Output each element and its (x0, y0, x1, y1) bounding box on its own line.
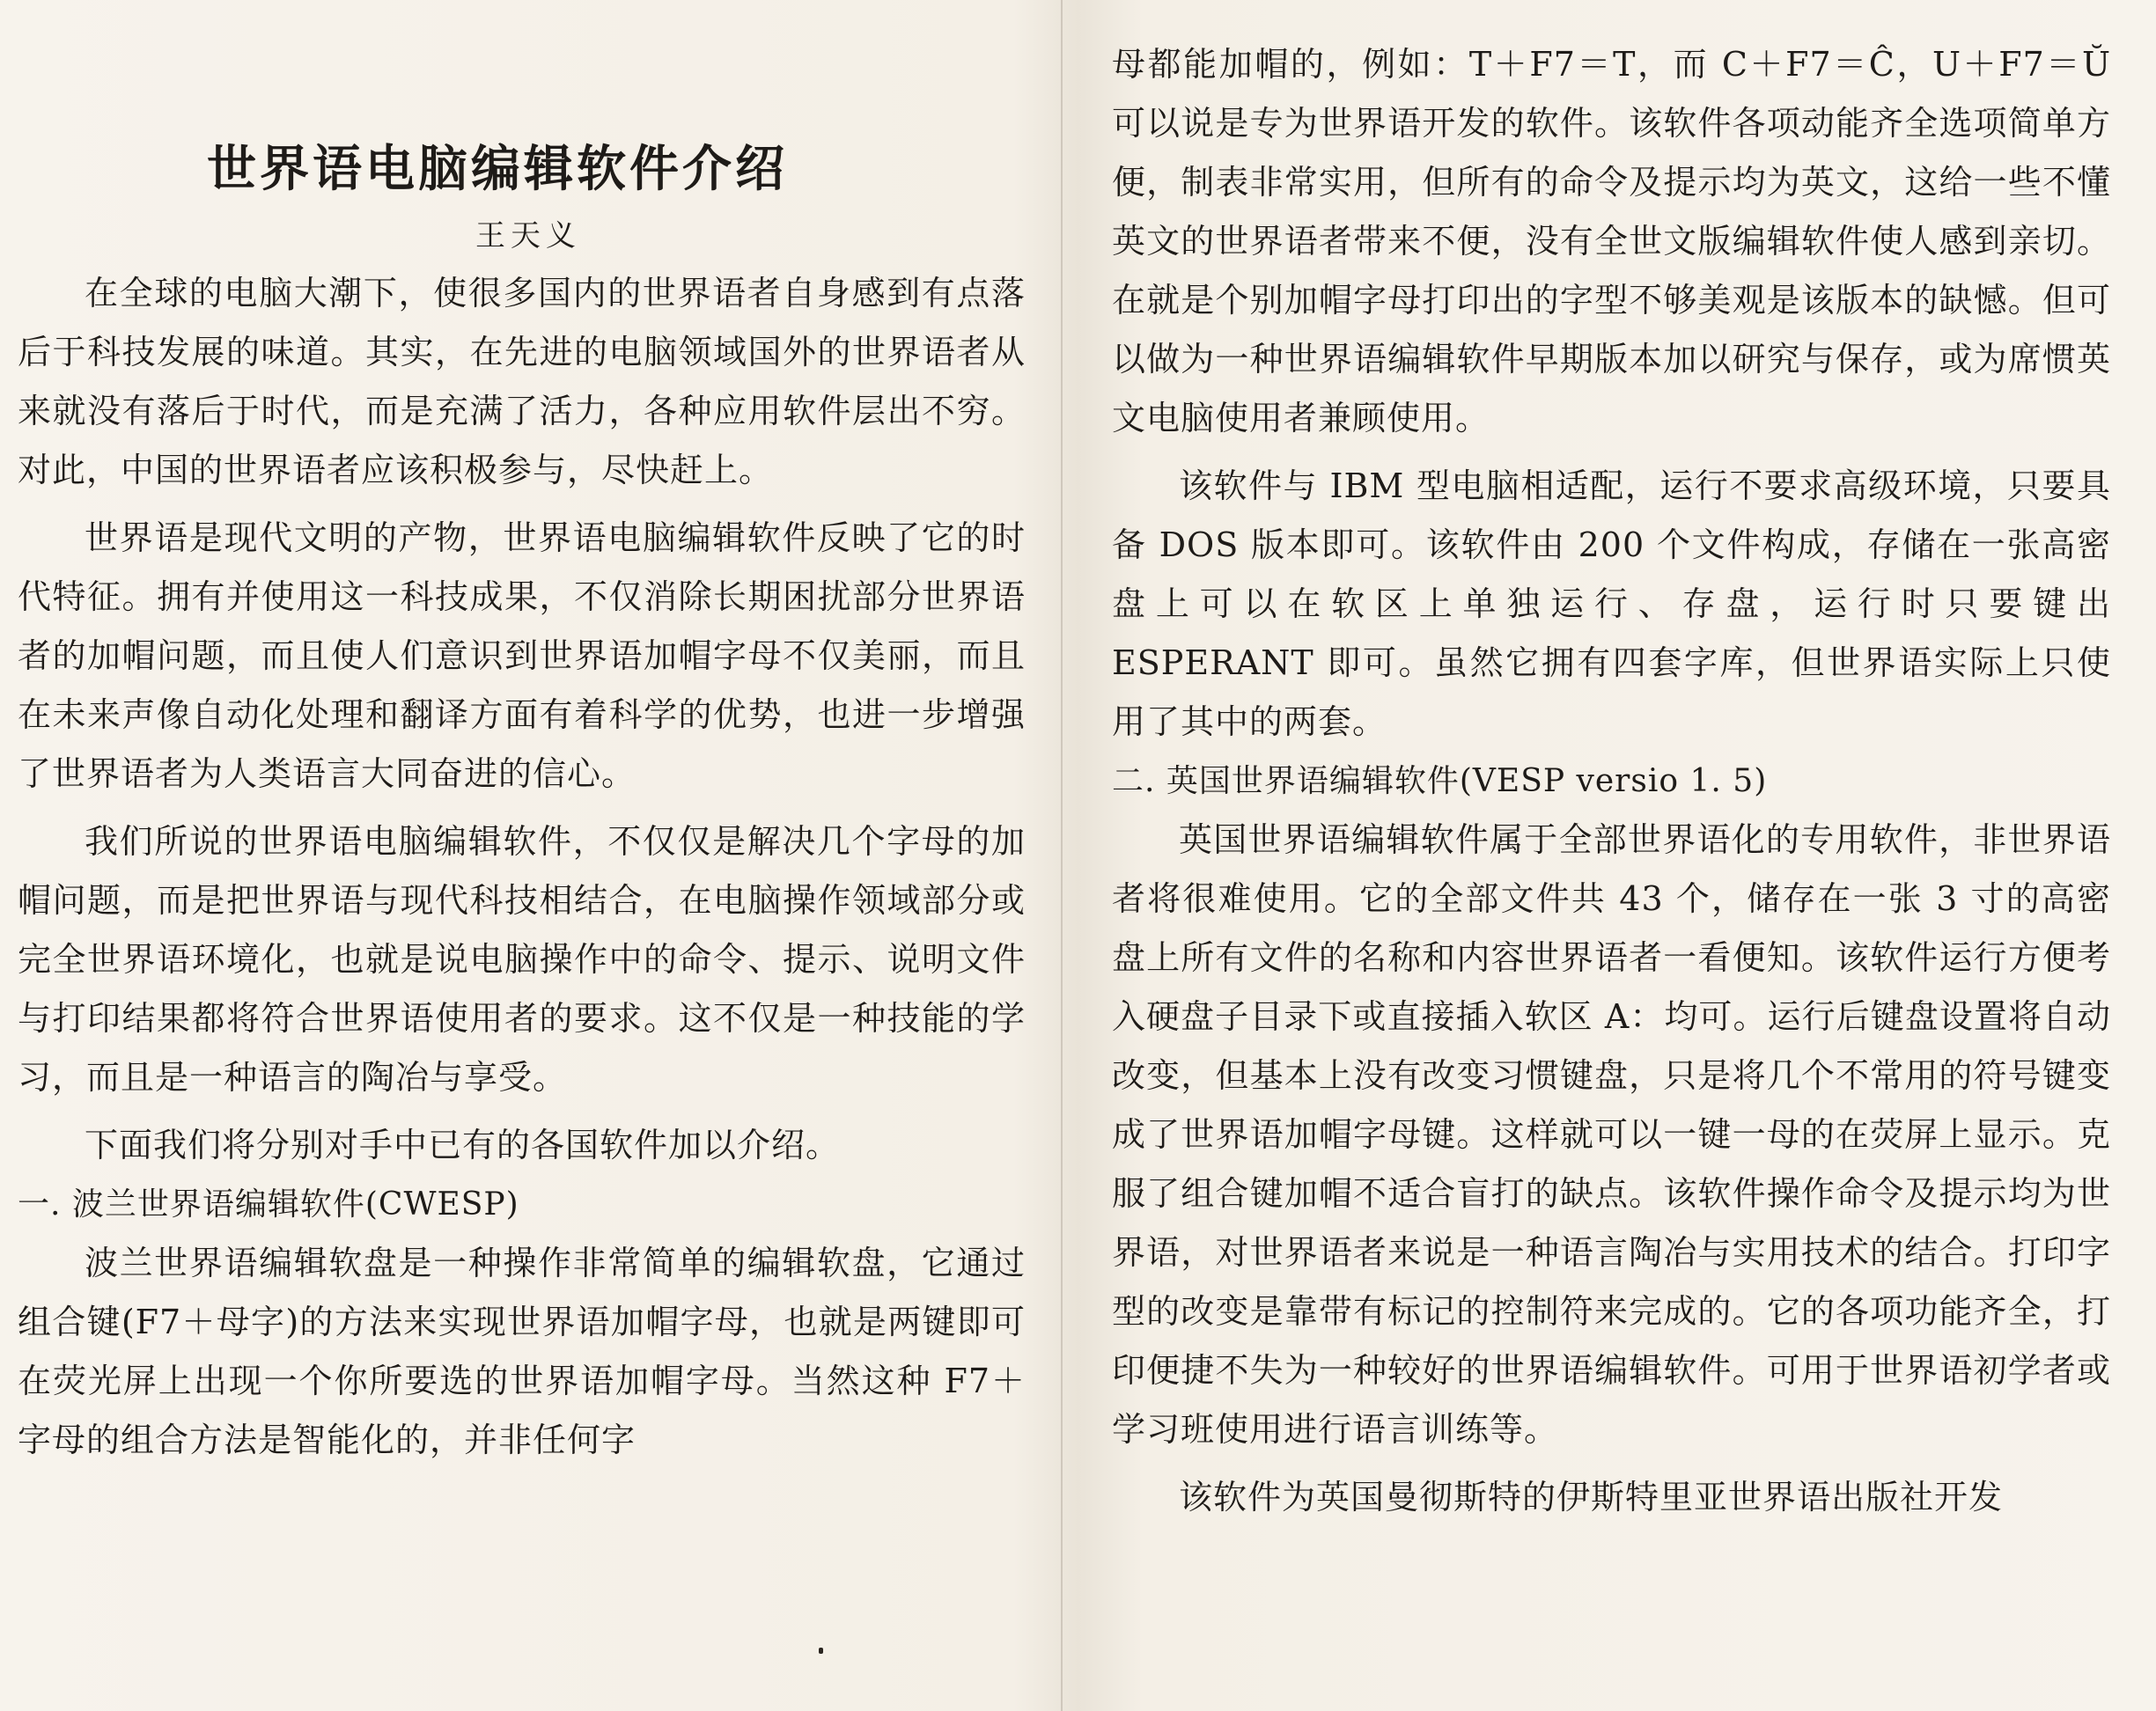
paragraph-cwesp-requirements: 该软件与 IBM 型电脑相适配，运行不要求高级环境，只要具备 DOS 版本即可。该软件由 200 个文件构成，存储在一张高密盘上可以在软区上单独运行、存盘，运行时只要键出 ESPERANT 即可。虽然它拥有四套字库，但世界语实际上只使用了其中的两套。 (1112, 466, 2111, 741)
ink-speck (819, 1648, 823, 1654)
paragraph-definition: 我们所说的世界语电脑编辑软件，不仅仅是解决几个字母的加帽问题，而是把世界语与现代科技相结合，在电脑操作领域部分或完全世界语环境化，也就是说电脑操作中的命令、提示、说明文件与打印结果都将符合世界语使用者的要求。这不仅是一种技能的学习，而且是一种语言的陶冶与享受。 (18, 822, 1026, 1097)
paragraph-overview: 下面我们将分别对手中已有的各国软件加以介绍。 (85, 1126, 841, 1164)
page-fold-line (1061, 0, 1063, 1711)
paragraph-intro: 在全球的电脑大潮下，使很多国内的世界语者自身感到有点落后于科技发展的味道。其实，在先进的电脑领域国外的世界语者从来就没有落后于时代，而是充满了活力，各种应用软件层出不穷。对此，中国的世界语者应该积极参与，尽快赶上。 (18, 274, 1026, 489)
paragraph-vesp: 英国世界语编辑软件属于全部世界语化的专用软件，非世界语者将很难使用。它的全部文件共 43 个，储存在一张 3 寸的高密盘上所有文件的名称和内容世界语者一看便知。该软件运行方便考入硬盘子目录下或直接插入软区 A：均可。运行后键盘设置将自动改变，但基本上没有改变习惯键盘，只是将几个不常用的符号键变成了世界语加帽字母键。这样就可以一键一母的在荧屏上显示。克服了组合键加帽不适合盲打的缺点。该软件操作命令及提示均为世界语，对世界语者来说是一种语言陶冶与实用技术的结合。打印字型的改变是靠带有标记的控制符来完成的。它的各项功能齐全，打印便捷不失为一种较好的世界语编辑软件。可用于世界语初学者或学习班使用进行语言训练等。 (1112, 820, 2111, 1449)
left-body (18, 264, 1026, 1470)
section-heading-poland: 一. 波兰世界语编辑软件(CWESP) (18, 1186, 519, 1223)
right-body (1112, 35, 2111, 1527)
paragraph-significance: 世界语是现代文明的产物，世界语电脑编辑软件反映了它的时代特征。拥有并使用这一科技成果，不仅消除长期困扰部分世界语者的加帽问题，而且使人们意识到世界语加帽字母不仅美丽，而且在未来声像自动化处理和翻译方面有着科学的优势，也进一步增强了世界语者为人类语言大同奋进的信心。 (18, 518, 1026, 793)
paragraph-vesp-publisher: 该软件为英国曼彻斯特的伊斯特里亚世界语出版社开发 (1179, 1478, 2004, 1516)
paragraph-cwesp-continued: 母都能加帽的，例如：T＋F7＝T，而 C＋F7＝Ĉ，U＋F7＝Ŭ 可以说是专为世界语开发的软件。该软件各项动能齐全选项简单方便，制表非常实用，但所有的命令及提示均为英文，这给一些不懂英文的世界语者带来不便，没有全世文版编辑软件使人感到亲切。在就是个别加帽字母打印出的字型不够美观是该版本的缺憾。但可以做为一种世界语编辑软件早期版本加以研究与保存，或为席惯英文电脑使用者兼顾使用。 (1112, 45, 2111, 437)
section-heading-uk: 二. 英国世界语编辑软件(VESP versio 1. 5) (1112, 763, 1768, 799)
article-title: 世界语电脑编辑软件介绍 (207, 141, 788, 198)
paragraph-cwesp: 波兰世界语编辑软盘是一种操作非常简单的编辑软盘，它通过组合键(F7＋母字)的方法来实现世界语加帽字母，也就是两键即可在荧光屏上出现一个你所要选的世界语加帽字母。当然这种 F7＋字母的组合方法是智能化的，并非任何字 (18, 1244, 1026, 1459)
article-author: 王天义 (475, 218, 581, 253)
